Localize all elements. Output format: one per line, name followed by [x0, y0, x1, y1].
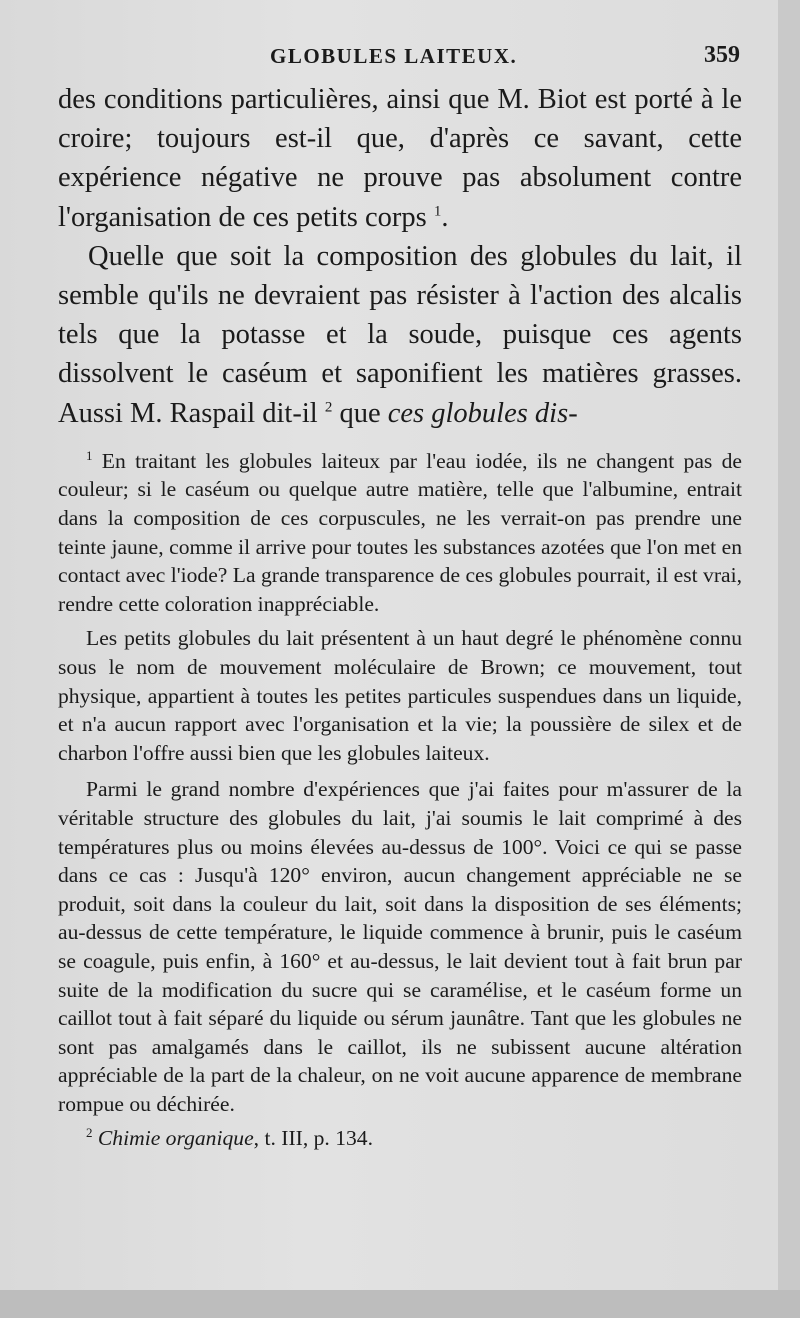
main-paragraph-1-text: des conditions particulières, ainsi que M. Biot est porté à le croire; toujours est-il que, d'après ce savant, cette expérience négative ne prouve pas absolument contre l'organisation de ces petits corps — [58, 84, 742, 233]
footnote-ref-2: 2 — [324, 399, 333, 416]
main-paragraph-1 — [58, 80, 742, 237]
main-paragraph-2-mid: que — [332, 397, 388, 429]
footnote-1 — [58, 447, 742, 619]
footnote-2-mark: 2 — [86, 1125, 93, 1141]
main-paragraph-2-italic: ces globules dis- — [387, 397, 578, 429]
main-paragraph-2-text: Quelle que soit la composition des globules du lait, il semble qu'ils ne devraient pas résister à l'action des alcalis tels que la potasse et la soude, puisque ces agents dissolvent le caséum et saponifient les matières grasses. Aussi M. Raspail dit-il — [58, 240, 742, 429]
footnote-ref-1: 1 — [433, 203, 442, 220]
footnote-2 — [58, 1124, 742, 1153]
footnote-1-text: En traitant les globules laiteux par l'eau iodée, ils ne changent pas de couleur; si le caséum ou quelque autre matière, telle que l'albumine, entrait dans la composition de ces corpuscules, ne les verrait-on pas prendre une teinte jaune, comme il arrive pour toutes les substances azotées que l'on met en contact avec l'iode? La grande transparence de ces globules pourrait, il est vrai, rendre cette coloration inappréciable. — [58, 448, 742, 616]
main-paragraph-1-end: . — [441, 201, 449, 233]
footnote-2-rest: , t. III, p. 134. — [253, 1126, 374, 1151]
page-number: 359 — [704, 42, 740, 68]
page-edge-bottom — [0, 1290, 800, 1318]
page-header — [60, 44, 740, 74]
running-title: GLOBULES LAITEUX. — [270, 44, 518, 68]
body-text — [58, 80, 742, 1153]
footnote-1-paragraph-2: Les petits globules du lait présentent à un haut degré le phénomène connu sous le nom de mouvement moléculaire de Brown; ce mouvement, tout physique, appartient à toutes les petites particules suspendues dans un liquide, et n'a aucun rapport avec l'organisation et la vie; la poussière de silex et de charbon l'offre aussi bien que les globules laiteux. — [58, 626, 742, 765]
main-paragraph-2 — [58, 237, 742, 433]
footnote-2-title: Chimie organique — [97, 1126, 254, 1151]
footnote-1-mark: 1 — [86, 447, 93, 463]
footnote-1-paragraph-3: Parmi le grand nombre d'expériences que j'ai faites pour m'assurer de la véritable structure des globules du lait, j'ai soumis le lait comprimé à des températures plus ou moins élevées au-dessus de 100°. Voici ce qui se passe dans ce cas : Jusqu'à 120° environ, aucun changement appréciable ne se produit, soit dans la couleur du lait, soit dans la disposition de ses éléments; au-dessus de cette température, le liquide commence à brunir, puis le caséum se coagule, puis enfin, à 160° et au-dessus, le lait devient tout à fait brun par suite de la modification du sucre qui se caramélise, et le caséum forme un caillot tout à fait séparé du liquide ou sérum jaunâtre. Tant que les globules ne sont pas amalgamés dans le caillot, ils ne subissent aucune altération appréciable de la part de la chaleur, on ne voit aucune apparence de membrane rompue ou déchirée. — [58, 777, 742, 1116]
page-edge-right — [778, 0, 800, 1318]
